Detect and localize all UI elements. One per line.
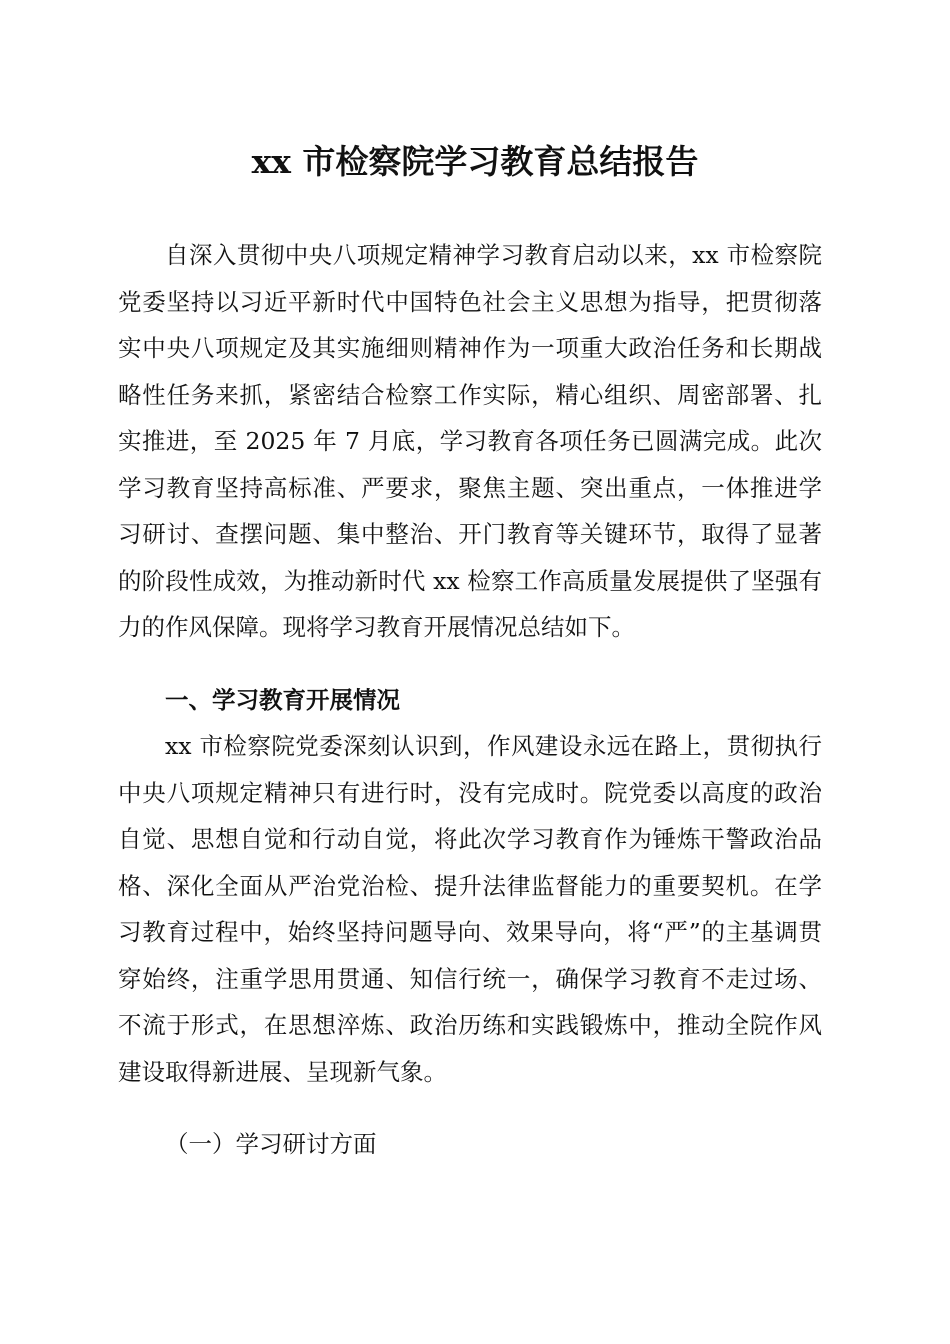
subsection-heading-1: （一）学习研讨方面 [165, 1130, 377, 1158]
section-1-paragraph: xx 市检察院党委深刻认识到，作风建设永远在路上，贯彻执行中央八项规定精神只有进行时，没有完成时。院党委以高度的政治自觉、思想自觉和行动自觉，将此次学习教育作为锤炼干警政治品格、深化全面从严治党治检、提升法律监督能力的重要契机。在学习教育过程中，始终坚持问题导向、效果导向，将“严”的主基调贯穿始终，注重学思用贯通、知信行统一，确保学习教育不走过场、不流于形式，在思想淬炼、政治历练和实践锻炼中，推动全院作风建设取得新进展、呈现新气象。 [118, 732, 822, 1086]
intro-paragraph: 自深入贯彻中央八项规定精神学习教育启动以来，xx 市检察院党委坚持以习近平新时代中国特色社会主义思想为指导，把贯彻落实中央八项规定及其实施细则精神作为一项重大政治任务和长期战略性任务来抓，紧密结合检察工作实际，精心组织、周密部署、扎实推进，至 2025 年 7 月底，学习教育各项任务已圆满完成。此次学习教育坚持高标准、严要求，聚焦主题、突出重点，一体推进学习研讨、查摆问题、集中整治、开门教育等关键环节，取得了显著的阶段性成效，为推动新时代 xx 检察工作高质量发展提供了坚强有力的作风保障。现将学习教育开展情况总结如下。 [118, 241, 822, 641]
section-heading-1: 一、学习教育开展情况 [165, 686, 400, 714]
document-title: xx 市检察院学习教育总结报告 [251, 142, 699, 181]
